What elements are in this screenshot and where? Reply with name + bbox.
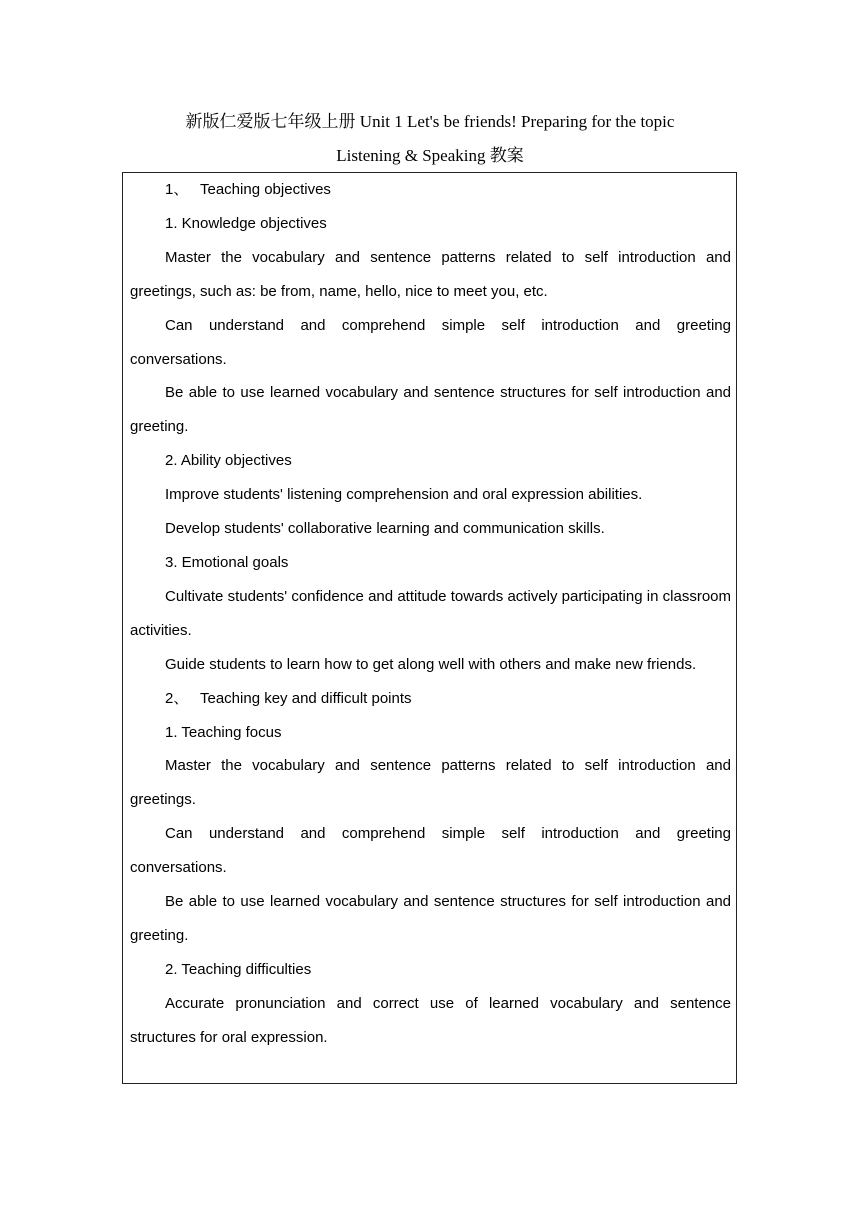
subheading-ability-objectives: 2. Ability objectives (165, 452, 292, 470)
lesson-plan-table (122, 172, 737, 1084)
section-number: 1、 (165, 181, 189, 198)
section-heading-teaching-objectives (130, 173, 731, 207)
subheading-teaching-difficulties: 2. Teaching difficulties (165, 960, 312, 978)
subheading-emotional-goals: 3. Emotional goals (165, 553, 289, 571)
paragraph-ability-2: Develop students' collaborative learning and communication skills. (165, 520, 605, 538)
paragraph-difficulties-1: Accurate pronunciation and correct use of learned vocabulary and sentence structures for oral expression. (130, 994, 731, 1046)
document-title-line-2: Listening & Speaking 教案 (336, 146, 524, 165)
section-number: 2、 (165, 689, 189, 707)
section-title: Teaching objectives (200, 181, 331, 198)
subheading-knowledge-objectives: 1. Knowledge objectives (165, 214, 327, 232)
document-title-line-1: 新版仁爱版七年级上册 Unit 1 Let's be friends! Preparing for the topic (185, 112, 675, 131)
section-title: Teaching key and difficult points (200, 689, 412, 707)
paragraph-emotional-2: Guide students to learn how to get along well with others and make new friends. (165, 655, 697, 673)
section-heading-key-and-difficult-points (130, 682, 731, 716)
paragraph-focus-2: Can understand and comprehend simple self introduction and greeting conversations. (130, 825, 731, 877)
paragraph-emotional-1: Cultivate students' confidence and attitude towards actively participating in classroom activities. (130, 587, 731, 639)
paragraph-knowledge-2: Can understand and comprehend simple self introduction and greeting conversations. (130, 316, 731, 368)
paragraph-focus-1: Master the vocabulary and sentence patterns related to self introduction and greetings. (130, 757, 731, 809)
paragraph-focus-3: Be able to use learned vocabulary and sentence structures for self introduction and greeting. (130, 893, 731, 944)
paragraph-ability-1: Improve students' listening comprehension and oral expression abilities. (165, 486, 643, 504)
paragraph-knowledge-1: Master the vocabulary and sentence patterns related to self introduction and greetings, such as: be from, name, hello, nice to meet you, etc. (130, 248, 731, 300)
subheading-teaching-focus: 1. Teaching focus (165, 723, 282, 741)
paragraph-knowledge-3: Be able to use learned vocabulary and sentence structures for self introduction and greeting. (130, 384, 731, 436)
